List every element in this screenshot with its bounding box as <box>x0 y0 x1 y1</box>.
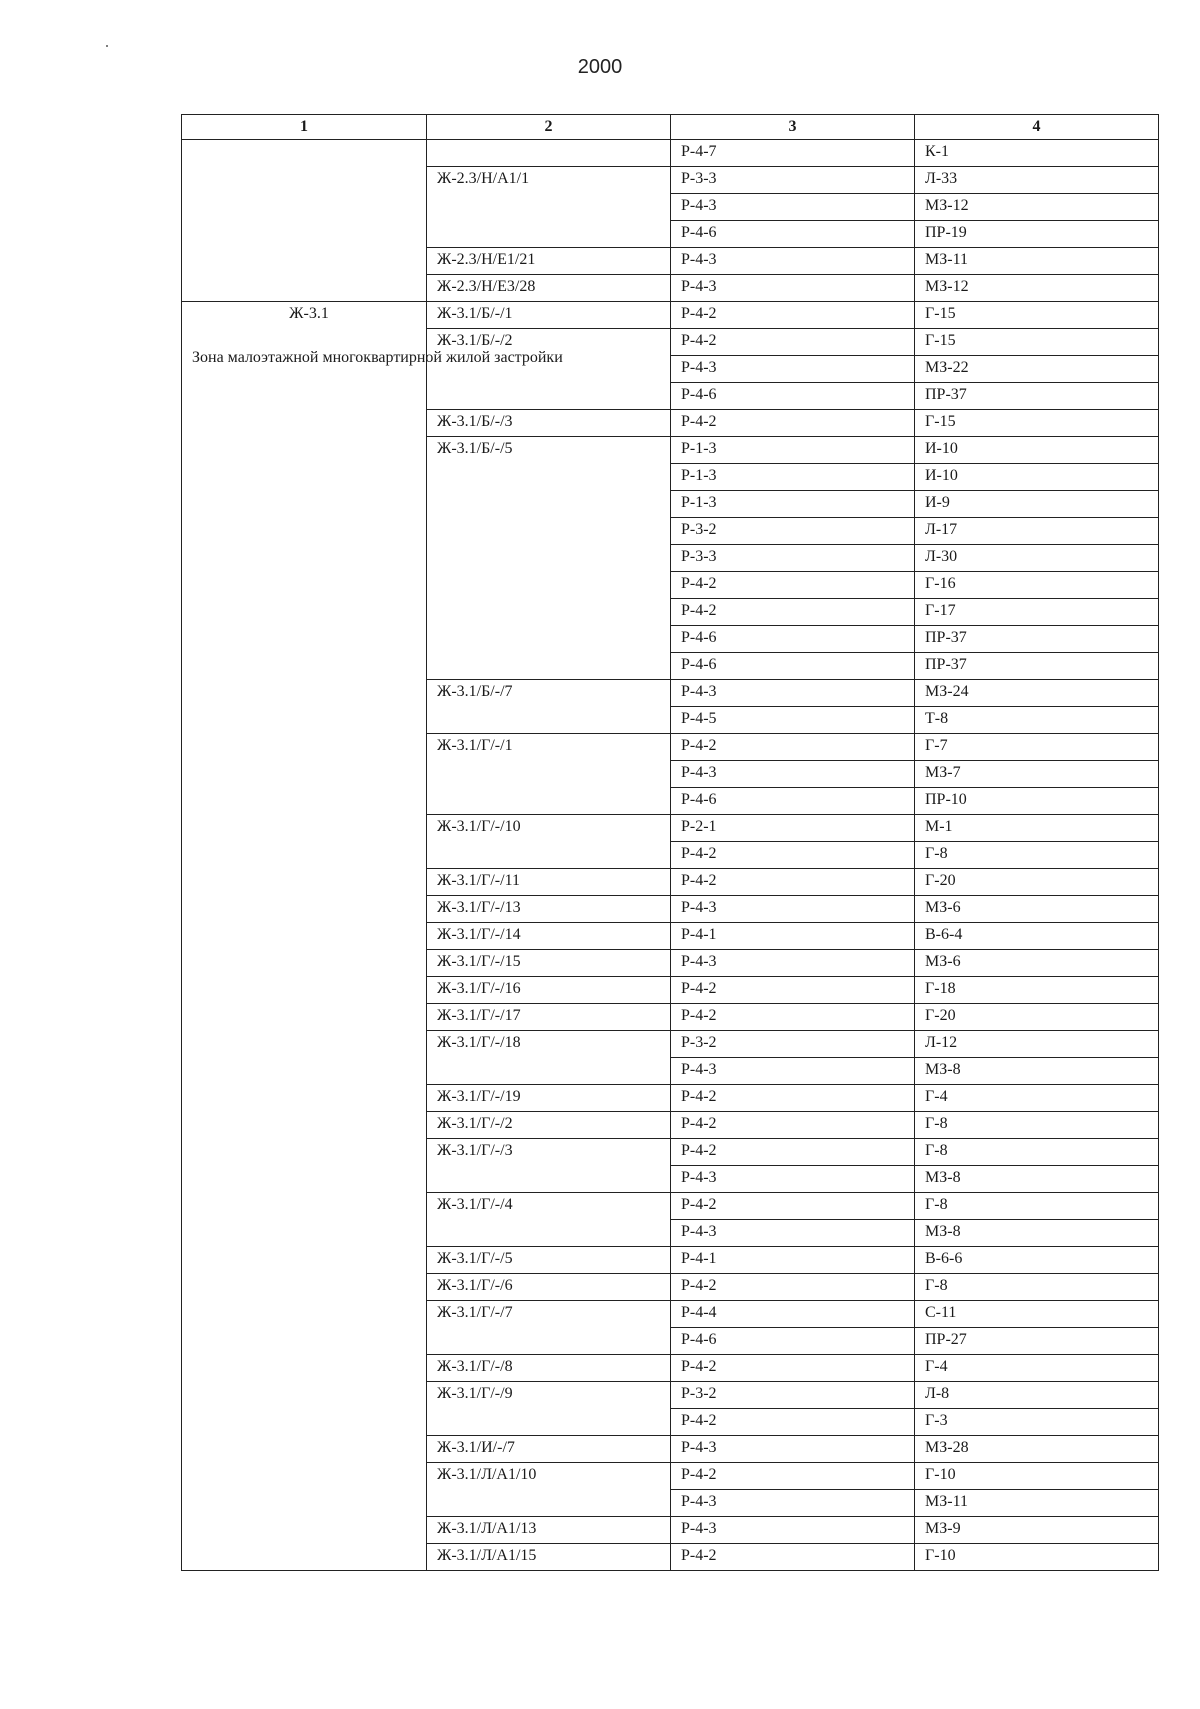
regulation-cell: Р-4-3 <box>671 1220 915 1247</box>
plot-code-cell <box>427 1058 671 1085</box>
reference-cell: ПР-37 <box>915 653 1159 680</box>
reference-cell: Г-8 <box>915 1139 1159 1166</box>
reference-cell: МЗ-28 <box>915 1436 1159 1463</box>
regulation-cell: Р-4-5 <box>671 707 915 734</box>
plot-code-cell: Ж-3.1/Г/-/10 <box>427 815 671 842</box>
regulation-cell: Р-4-6 <box>671 383 915 410</box>
plot-code-cell: Ж-3.1/Г/-/17 <box>427 1004 671 1031</box>
regulation-cell: Р-4-2 <box>671 1085 915 1112</box>
zone-code: Ж-3.1 <box>289 305 329 322</box>
reference-cell: Г-4 <box>915 1085 1159 1112</box>
reference-cell: Л-12 <box>915 1031 1159 1058</box>
regulation-cell: Р-4-2 <box>671 302 915 329</box>
plot-code-cell <box>427 761 671 788</box>
regulation-cell: Р-1-3 <box>671 464 915 491</box>
reference-cell: МЗ-24 <box>915 680 1159 707</box>
plot-code-cell <box>427 1220 671 1247</box>
reference-cell: И-9 <box>915 491 1159 518</box>
plot-code-cell <box>427 1409 671 1436</box>
regulation-cell: Р-4-2 <box>671 1274 915 1301</box>
plot-code-cell <box>427 842 671 869</box>
regulation-cell: Р-4-3 <box>671 950 915 977</box>
table-row <box>182 140 1159 167</box>
reference-cell: Г-18 <box>915 977 1159 1004</box>
plot-code-cell: Ж-3.1/Б/-/7 <box>427 680 671 707</box>
plot-code-cell: Ж-3.1/Г/-/16 <box>427 977 671 1004</box>
plot-code-cell <box>427 1166 671 1193</box>
regulation-cell: Р-4-2 <box>671 1355 915 1382</box>
reference-cell: МЗ-12 <box>915 194 1159 221</box>
scan-speck <box>106 45 108 47</box>
header-col-3: 3 <box>671 115 915 140</box>
plot-code-cell <box>427 140 671 167</box>
plot-code-cell: Ж-3.1/Г/-/4 <box>427 1193 671 1220</box>
zone-cell-empty <box>182 140 427 302</box>
regulation-cell: Р-4-2 <box>671 410 915 437</box>
regulation-cell: Р-4-3 <box>671 1490 915 1517</box>
plot-code-cell <box>427 599 671 626</box>
header-row <box>182 115 1159 140</box>
plot-code-cell: Ж-3.1/Г/-/6 <box>427 1274 671 1301</box>
regulation-cell: Р-4-3 <box>671 1058 915 1085</box>
table-row <box>182 302 1159 329</box>
regulation-cell: Р-4-6 <box>671 653 915 680</box>
reference-cell: Л-8 <box>915 1382 1159 1409</box>
plot-code-cell: Ж-3.1/Л/А1/15 <box>427 1544 671 1571</box>
reference-cell: И-10 <box>915 437 1159 464</box>
reference-cell: Г-17 <box>915 599 1159 626</box>
regulation-cell: Р-4-6 <box>671 1328 915 1355</box>
reference-cell: Г-8 <box>915 1112 1159 1139</box>
regulation-cell: Р-4-2 <box>671 734 915 761</box>
plot-code-cell: Ж-3.1/Л/А1/13 <box>427 1517 671 1544</box>
header-col-1: 1 <box>182 115 427 140</box>
regulation-cell: Р-4-2 <box>671 869 915 896</box>
plot-code-cell: Ж-3.1/Б/-/5 <box>427 437 671 464</box>
regulation-cell: Р-4-2 <box>671 1409 915 1436</box>
reference-cell: МЗ-12 <box>915 275 1159 302</box>
plot-code-cell: Ж-3.1/Г/-/9 <box>427 1382 671 1409</box>
regulation-cell: Р-3-3 <box>671 545 915 572</box>
reference-cell: Г-3 <box>915 1409 1159 1436</box>
reference-cell: В-6-4 <box>915 923 1159 950</box>
plot-code-cell <box>427 383 671 410</box>
plot-code-cell <box>427 194 671 221</box>
plot-code-cell: Ж-3.1/Г/-/14 <box>427 923 671 950</box>
page-number: 2000 <box>577 56 623 78</box>
reference-cell: Г-8 <box>915 842 1159 869</box>
regulation-cell: Р-4-2 <box>671 1139 915 1166</box>
regulation-cell: Р-1-3 <box>671 491 915 518</box>
header-col-2: 2 <box>427 115 671 140</box>
reference-cell: ПР-37 <box>915 626 1159 653</box>
plot-code-cell <box>427 221 671 248</box>
regulation-cell: Р-4-3 <box>671 1436 915 1463</box>
reference-cell: Г-16 <box>915 572 1159 599</box>
plot-code-cell: Ж-3.1/Л/А1/10 <box>427 1463 671 1490</box>
reference-cell: МЗ-22 <box>915 356 1159 383</box>
regulation-cell: Р-4-6 <box>671 626 915 653</box>
reference-cell: Г-15 <box>915 302 1159 329</box>
table-body <box>182 140 1159 1571</box>
plot-code-cell: Ж-3.1/Г/-/2 <box>427 1112 671 1139</box>
header-col-4: 4 <box>915 115 1159 140</box>
regulation-cell: Р-4-3 <box>671 356 915 383</box>
regulation-cell: Р-4-3 <box>671 896 915 923</box>
reference-cell: Л-30 <box>915 545 1159 572</box>
reference-cell: ПР-19 <box>915 221 1159 248</box>
reference-cell: Г-20 <box>915 1004 1159 1031</box>
regulation-cell: Р-4-3 <box>671 248 915 275</box>
plot-code-cell: Ж-3.1/Б/-/3 <box>427 410 671 437</box>
reference-cell: МЗ-6 <box>915 896 1159 923</box>
plot-code-cell <box>427 653 671 680</box>
regulation-cell: Р-4-3 <box>671 680 915 707</box>
regulation-cell: Р-4-2 <box>671 1004 915 1031</box>
reference-cell: Л-33 <box>915 167 1159 194</box>
plot-code-cell: Ж-3.1/И/-/7 <box>427 1436 671 1463</box>
reference-cell: Г-15 <box>915 410 1159 437</box>
reference-cell: Г-10 <box>915 1544 1159 1571</box>
plot-code-cell: Ж-3.1/Г/-/3 <box>427 1139 671 1166</box>
reference-cell: С-11 <box>915 1301 1159 1328</box>
plot-code-cell: Ж-3.1/Г/-/15 <box>427 950 671 977</box>
reference-cell: М-1 <box>915 815 1159 842</box>
plot-code-cell <box>427 545 671 572</box>
regulation-cell: Р-1-3 <box>671 437 915 464</box>
regulation-cell: Р-4-6 <box>671 788 915 815</box>
reference-cell: ПР-37 <box>915 383 1159 410</box>
plot-code-cell <box>427 464 671 491</box>
regulation-cell: Р-4-2 <box>671 1112 915 1139</box>
regulation-cell: Р-4-3 <box>671 275 915 302</box>
plot-code-cell: Ж-3.1/Г/-/13 <box>427 896 671 923</box>
reference-cell: Г-20 <box>915 869 1159 896</box>
regulation-cell: Р-4-7 <box>671 140 915 167</box>
plot-code-cell: Ж-3.1/Г/-/8 <box>427 1355 671 1382</box>
regulation-cell: Р-4-2 <box>671 572 915 599</box>
plot-code-cell <box>427 1490 671 1517</box>
reference-cell: Г-15 <box>915 329 1159 356</box>
plot-code-cell: Ж-3.1/Г/-/1 <box>427 734 671 761</box>
reference-cell: ПР-27 <box>915 1328 1159 1355</box>
reference-cell: МЗ-11 <box>915 248 1159 275</box>
plot-code-cell: Ж-3.1/Г/-/19 <box>427 1085 671 1112</box>
regulation-cell: Р-4-3 <box>671 194 915 221</box>
regulation-cell: Р-4-1 <box>671 1247 915 1274</box>
regulation-cell: Р-4-3 <box>671 1166 915 1193</box>
regulation-cell: Р-4-2 <box>671 1463 915 1490</box>
zone-name: Зона малоэтажной многоквартирной жилой застройки <box>192 349 563 366</box>
reference-cell: Т-8 <box>915 707 1159 734</box>
plot-code-cell <box>427 788 671 815</box>
regulation-cell: Р-4-2 <box>671 1193 915 1220</box>
regulation-cell: Р-4-2 <box>671 1544 915 1571</box>
reference-cell: МЗ-8 <box>915 1058 1159 1085</box>
plot-code-cell: Ж-2.3/Н/А1/1 <box>427 167 671 194</box>
plot-code-cell <box>427 572 671 599</box>
reference-cell: И-10 <box>915 464 1159 491</box>
plot-code-cell: Ж-3.1/Г/-/7 <box>427 1301 671 1328</box>
plot-code-cell <box>427 707 671 734</box>
reference-cell: Г-7 <box>915 734 1159 761</box>
plot-code-cell: Ж-3.1/Г/-/18 <box>427 1031 671 1058</box>
regulation-cell: Р-4-1 <box>671 923 915 950</box>
reference-cell: ПР-10 <box>915 788 1159 815</box>
reference-cell: Г-10 <box>915 1463 1159 1490</box>
reference-cell: МЗ-11 <box>915 1490 1159 1517</box>
reference-cell: Л-17 <box>915 518 1159 545</box>
regulation-cell: Р-4-4 <box>671 1301 915 1328</box>
plot-code-cell <box>427 626 671 653</box>
regulation-cell: Р-4-3 <box>671 761 915 788</box>
reference-cell: Г-8 <box>915 1193 1159 1220</box>
plot-code-cell <box>427 491 671 518</box>
regulation-cell: Р-4-2 <box>671 977 915 1004</box>
plot-code-cell: Ж-2.3/Н/Е3/28 <box>427 275 671 302</box>
reference-cell: МЗ-7 <box>915 761 1159 788</box>
reference-cell: МЗ-9 <box>915 1517 1159 1544</box>
regulation-cell: Р-3-3 <box>671 167 915 194</box>
plot-code-cell: Ж-3.1/Б/-/1 <box>427 302 671 329</box>
regulation-cell: Р-4-2 <box>671 599 915 626</box>
regulation-cell: Р-3-2 <box>671 1382 915 1409</box>
reference-cell: Г-4 <box>915 1355 1159 1382</box>
regulation-cell: Р-4-2 <box>671 842 915 869</box>
zoning-table <box>181 114 1159 1571</box>
plot-code-cell: Ж-3.1/Г/-/11 <box>427 869 671 896</box>
regulation-cell: Р-4-3 <box>671 1517 915 1544</box>
reference-cell: МЗ-8 <box>915 1166 1159 1193</box>
regulation-cell: Р-3-2 <box>671 518 915 545</box>
plot-code-cell: Ж-3.1/Г/-/5 <box>427 1247 671 1274</box>
reference-cell: МЗ-6 <box>915 950 1159 977</box>
plot-code-cell <box>427 518 671 545</box>
regulation-cell: Р-4-2 <box>671 329 915 356</box>
reference-cell: МЗ-8 <box>915 1220 1159 1247</box>
plot-code-cell <box>427 1328 671 1355</box>
reference-cell: В-6-6 <box>915 1247 1159 1274</box>
regulation-cell: Р-2-1 <box>671 815 915 842</box>
regulation-cell: Р-4-6 <box>671 221 915 248</box>
regulation-cell: Р-3-2 <box>671 1031 915 1058</box>
reference-cell: К-1 <box>915 140 1159 167</box>
plot-code-cell: Ж-2.3/Н/Е1/21 <box>427 248 671 275</box>
reference-cell: Г-8 <box>915 1274 1159 1301</box>
plot-code-cell: Ж-3.1/Б/-/2 <box>427 329 671 356</box>
